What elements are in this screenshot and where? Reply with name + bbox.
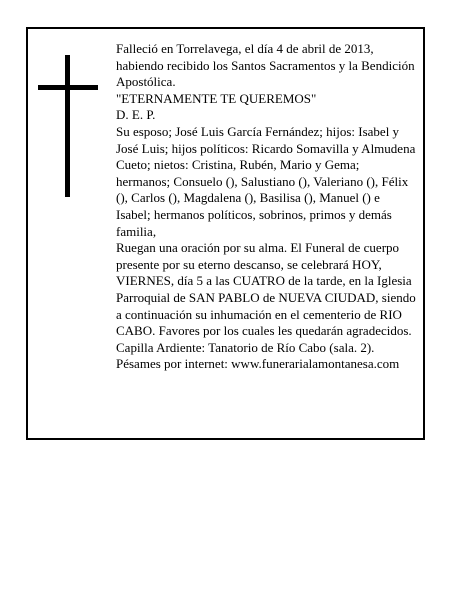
- family-list: Su esposo; José Luis García Fernández; hijos: Isabel y José Luis; hijos políticos: Ricardo Somavilla y Almudena Cueto; nietos: Cristina, Rubén, Mario y Gema; hermanos; Consuelo (), Salustiano (), Valeriano (), Félix (), Carlos (), Magdalena (), Basilisa (), Manuel () e Isabel; hermanos políticos, sobrinos, primos y demás familia,: [116, 123, 416, 239]
- memorial-motto: "ETERNAMENTE TE QUEREMOS": [116, 90, 317, 106]
- cross-horizontal-bar: [38, 85, 98, 90]
- cross-vertical-bar: [65, 55, 70, 197]
- condolences-website: Pésames por internet: www.funerarialamontanesa.com: [116, 356, 400, 372]
- death-announcement: Falleció en Torrelavega, el día 4 de abril de 2013, habiendo recibido los Santos Sacramentos y la Bendición Apostólica.: [116, 41, 415, 90]
- funeral-details: Ruegan una oración por su alma. El Funeral de cuerpo presente por su eterno descanso, se celebrará HOY, VIERNES, día 5 a las CUATRO de la tarde, en la Iglesia Parroquial de SAN PABLO de NUEVA CIUDAD, siendo a continuación su inhumación en el cementerio de RIO CABO. Favores por los cuales les quedarán agradecidos. Capilla Ardiente: Tanatorio de Río Cabo (sala. 2).: [116, 240, 416, 355]
- latin-cross-icon: [38, 55, 98, 197]
- rest-in-peace: D. E. P.: [116, 107, 156, 123]
- obituary-notice: [26, 27, 425, 440]
- notice-text: [116, 41, 416, 373]
